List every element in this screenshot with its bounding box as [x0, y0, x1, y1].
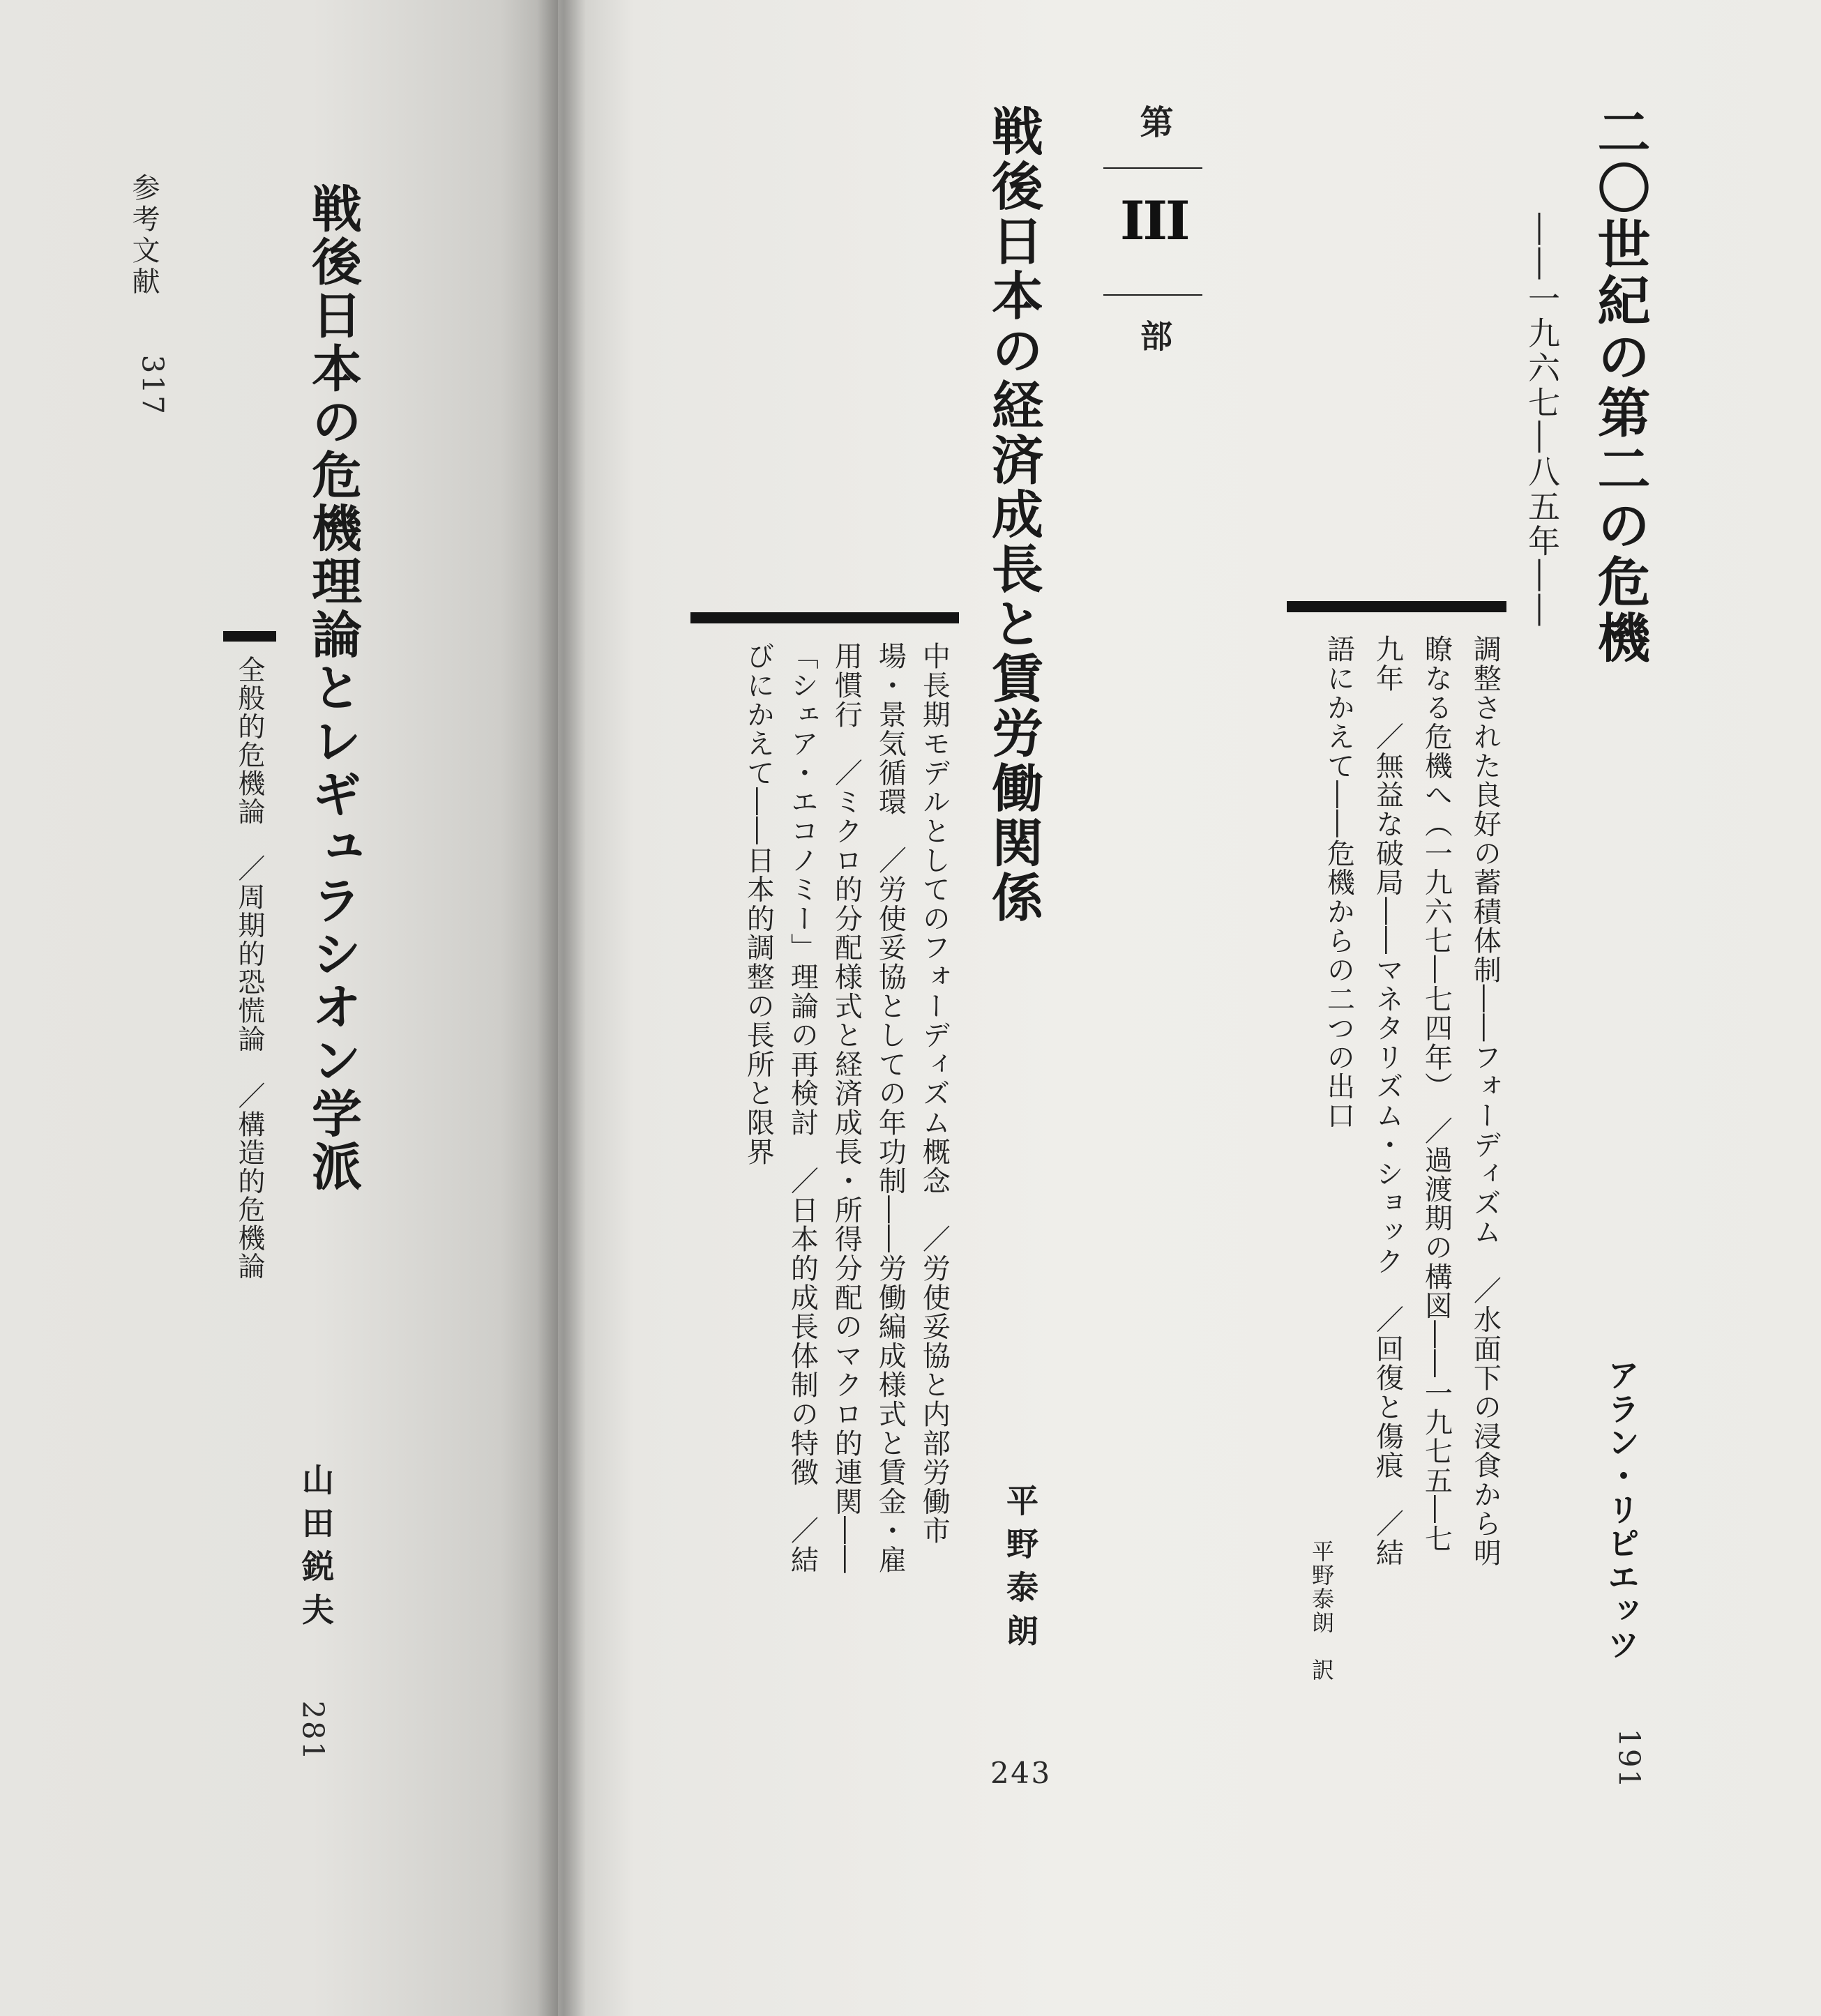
book-gutter [537, 0, 586, 2016]
part-numeral: III [1120, 190, 1188, 252]
chapter-toc-line-3: 九年 ／無益な破局――マネタリズム・ショック ／回復と傷痕 ／結 [1371, 635, 1404, 1568]
part-label-bottom: 部 [1135, 319, 1173, 359]
left-chapter-title: 戦後日本の危機理論とレギュラシオン学派 [303, 183, 362, 1195]
part-label-top: 第 [1134, 105, 1173, 146]
chapter-author: アラン・リピエッツ [1603, 1358, 1640, 1662]
chapter-toc-bar [1287, 601, 1506, 612]
bleed-through-text [383, 230, 422, 1098]
left-section-list: 全般的危機論 ／周期的恐慌論 ／構造的危機論 [233, 655, 265, 1281]
reference-label: 参考文献 [128, 173, 160, 298]
left-page [0, 0, 568, 2016]
part-toc-bar [690, 612, 959, 623]
part-toc-line-5: びにかえて――日本的調整の長所と限界 [742, 642, 775, 1167]
left-author: 山田鋭夫 [297, 1463, 335, 1637]
left-section-bar [223, 631, 276, 642]
chapter-toc-line-2: 瞭なる危機へ（一九六七―七四年） ／過渡期の構図――一九七五―七 [1420, 635, 1453, 1554]
chapter-toc-line-1: 調整された良好の蓄積体制――フォーディズム ／水面下の浸食から明 [1469, 635, 1502, 1568]
translator-credit: 平野泰朗 訳 [1308, 1540, 1335, 1682]
part-toc-line-2: 場・景気循環 ／労使妥協としての年功制――労働編成様式と賃金・雇 [874, 642, 907, 1575]
left-chapter-page-number: 281 [296, 1700, 331, 1762]
part-title: 戦後日本の経済成長と賃労働関係 [983, 105, 1043, 925]
part-toc-line-4: 「シェア・エコノミー」理論の再検討 ／日本的成長体制の特徴 ／結 [786, 642, 819, 1575]
part-author: 平野泰朗 [1002, 1484, 1039, 1658]
part-page-number: 243 [990, 1756, 1052, 1790]
reference-page-number: 317 [135, 354, 170, 416]
chapter-page-number: 191 [1612, 1728, 1647, 1790]
part-toc-line-3: 用慣行 ／ミクロ的分配様式と経済成長・所得分配のマクロ的連関―― [830, 642, 863, 1575]
part-rule-bottom [1103, 294, 1202, 296]
chapter-toc-line-4: 語にかえて――危機からの二つの出口 [1322, 635, 1355, 1130]
part-toc-line-1: 中長期モデルとしてのフォーディズム概念 ／労使妥協と内部労働市 [918, 642, 951, 1545]
part-rule-top [1103, 167, 1202, 169]
chapter-subtitle: ――一九六七―八五年―― [1523, 213, 1561, 629]
chapter-title: 二〇世紀の第二の危機 [1589, 105, 1651, 667]
